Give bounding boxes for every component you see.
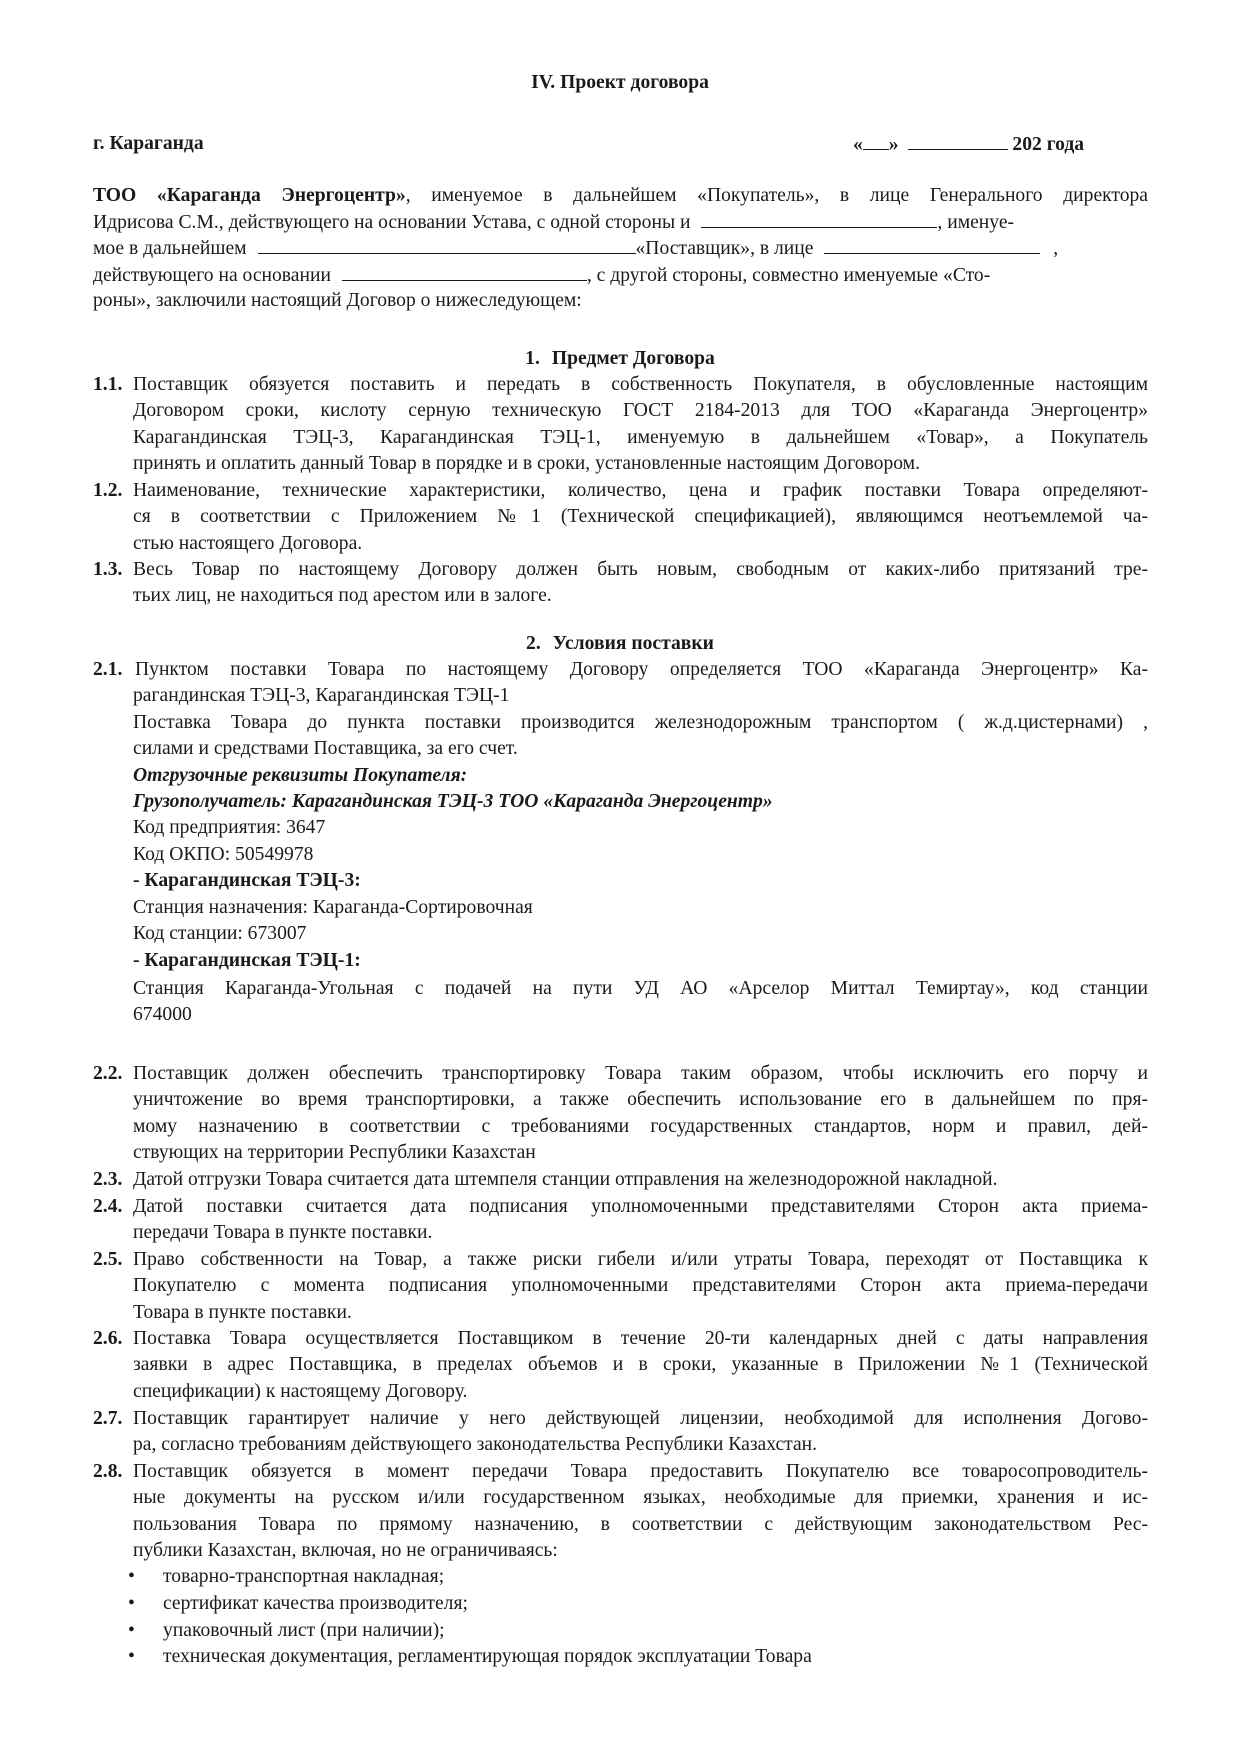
date-year: 202 года bbox=[1012, 134, 1085, 155]
clause-line: мому назначению в соответствии с требованиями государственных стандартов, норм и правил, дей- bbox=[133, 1115, 1148, 1137]
city-label: г. Караганда bbox=[93, 133, 204, 154]
list-item: упаковочный лист (при наличии); bbox=[163, 1620, 445, 1641]
supplier-rep-blank bbox=[824, 235, 1040, 254]
tec3-station: Станция назначения: Караганда-Сортировочная bbox=[133, 897, 533, 918]
section-2-heading: Условия поставки bbox=[552, 633, 714, 654]
preamble-line-2b: , именуе- bbox=[937, 212, 1015, 233]
clause-number: 1.3. bbox=[93, 559, 123, 580]
date-day-blank bbox=[863, 131, 889, 150]
clause-line: Наименование, технические характеристики, количество, цена и график поставки Товара определяют- bbox=[133, 480, 1148, 501]
page-title: IV. Проект договора bbox=[531, 72, 709, 93]
clause-line: Поставка Товара осуществляется Поставщиком в течение 20-ти календарных дней с даты направления bbox=[133, 1328, 1148, 1349]
preamble-line-3 bbox=[93, 235, 1148, 262]
preamble-line-3a: мое в дальнейшем bbox=[93, 238, 247, 259]
preamble-line-2 bbox=[93, 209, 1148, 236]
clause-line: Поставщик обязуется в момент передачи Товара предоставить Покупателю все товаросопроводитель- bbox=[133, 1461, 1148, 1482]
date-open-quote: « bbox=[853, 134, 863, 155]
enterprise-code: Код предприятия: 3647 bbox=[133, 817, 326, 838]
clause-line: тьих лиц, не находиться под арестом или в залоге. bbox=[133, 585, 552, 607]
clause-line: уничтожение во время транспортировки, а также обеспечить использование его в дальнейшем по пря- bbox=[133, 1089, 1148, 1111]
list-item: товарно-транспортная накладная; bbox=[163, 1566, 445, 1587]
clause-number: 2.7. bbox=[93, 1408, 123, 1429]
section-1-number: 1. bbox=[525, 348, 540, 369]
clause-line: Покупателю с момента подписания уполномоченными представителями Сторон акта приема-передачи bbox=[133, 1275, 1148, 1297]
clause-line: ся в соответствии с Приложением №1 (Технической спецификацией), являющимся неотъемлемой ча- bbox=[133, 506, 1148, 528]
clause-number: 1.2. bbox=[93, 480, 123, 501]
clause-number: 2.4. bbox=[93, 1196, 123, 1217]
clause-line: Карагандинская ТЭЦ-3, Карагандинская ТЭЦ-1, именуемую в дальнейшем «Товар», а Покупатель bbox=[133, 426, 1148, 448]
clause-2-1-line-2: рагандинская ТЭЦ-3, Карагандинская ТЭЦ-1 bbox=[133, 685, 510, 706]
clause-line: заявки в адрес Поставщика, в пределах объемов и в сроки, указанные в Приложении №1 (Технической bbox=[133, 1354, 1148, 1376]
consignee: Грузополучатель: Карагандинская ТЭЦ-3 ТОО «Караганда Энергоцентр» bbox=[133, 791, 773, 812]
clause-line: ствующих на территории Республики Казахстан bbox=[133, 1142, 536, 1164]
date-month-blank bbox=[908, 131, 1008, 150]
preamble-line-5: роны», заключили настоящий Договор о нижеследующем: bbox=[93, 290, 582, 311]
clause-line: принять и оплатить данный Товар в порядке и в сроки, установленные настоящим Договором. bbox=[133, 453, 920, 475]
list-item: техническая документация, регламентирующая порядок эксплуатации Товара bbox=[163, 1646, 812, 1667]
clause-line: публики Казахстан, включая, но не ограничиваясь: bbox=[133, 1540, 558, 1562]
clause-number: 1.1. bbox=[93, 374, 123, 395]
section-1-heading: Предмет Договора bbox=[551, 348, 715, 369]
bullet-icon: • bbox=[128, 1646, 135, 1667]
clause-2-1-line-1: Пунктом поставки Товара по настоящему Договору определяется ТОО «Караганда Энергоцентр» Ка- bbox=[135, 659, 1148, 680]
clause-2-1-line-4: силами и средствами Поставщика, за его счет. bbox=[133, 738, 518, 759]
clause-line: Поставщик гарантирует наличие у него действующей лицензии, необходимой для исполнения Догово- bbox=[133, 1408, 1148, 1429]
clause-line: Поставщик обязуется поставить и передать в собственность Покупателя, в обусловленные настоящим bbox=[133, 374, 1148, 395]
preamble-line-1 bbox=[93, 183, 1148, 209]
tec1-station: Станция Караганда-Угольная с подачей на пути УД АО «Арселор Миттал Темиртау», код станции bbox=[133, 978, 1148, 999]
clause-line: спецификации) к настоящему Договору. bbox=[133, 1380, 468, 1402]
clause-line: пользования Товара по прямому назначению, в соответствии с действующим законодательством Рес- bbox=[133, 1513, 1148, 1535]
clause-line: Право собственности на Товар, а также риски гибели и/или утраты Товара, переходят от Поставщика к bbox=[133, 1249, 1148, 1270]
okpo-code: Код ОКПО: 50549978 bbox=[133, 844, 314, 865]
preamble-line-4a: действующего на основании bbox=[93, 265, 331, 286]
clause-line: Товара в пункте поставки. bbox=[133, 1301, 352, 1323]
clause-number: 2.5. bbox=[93, 1249, 123, 1270]
buyer-company-name: ТОО «Караганда Энергоцентр» bbox=[93, 185, 406, 206]
clause-2-1-line-3: Поставка Товара до пункта поставки производится железнодорожным транспортом ( ж.д.цистернами) , bbox=[133, 712, 1148, 733]
list-item: сертификат качества производителя; bbox=[163, 1593, 468, 1614]
clause-number: 2.2. bbox=[93, 1063, 123, 1084]
tec1-title: - Карагандинская ТЭЦ-1: bbox=[133, 950, 361, 971]
preamble-line-1-text: , именуемое в дальнейшем «Покупатель», в лице Генерального директора bbox=[405, 185, 1148, 206]
preamble-line-2a: Идрисова С.М., действующего на основании Устава, с одной стороны и bbox=[93, 212, 691, 233]
preamble-line-3b: «Поставщик», в лице bbox=[635, 238, 814, 259]
clause-number: 2.6. bbox=[93, 1328, 123, 1349]
clause-line: стью настоящего Договора. bbox=[133, 532, 363, 554]
clause-number: 2.1. bbox=[93, 659, 123, 680]
clause-number: 2.3. bbox=[93, 1169, 123, 1190]
clause-line: Договором сроки, кислоту серную техническую ГОСТ 2184-2013 для ТОО «Караганда Энергоцентр» bbox=[133, 400, 1148, 422]
supplier-name-blank-2 bbox=[258, 235, 636, 254]
clause-number: 2.8. bbox=[93, 1461, 123, 1482]
clause-line: ра, согласно требованиям действующего законодательства Республики Казахстан. bbox=[133, 1434, 818, 1456]
bullet-icon: • bbox=[128, 1593, 135, 1614]
section-2-number: 2. bbox=[526, 633, 541, 654]
clause-line: Датой отгрузки Товара считается дата штемпеля станции отправления на железнодорожной накладной. bbox=[133, 1169, 998, 1190]
tec3-title: - Карагандинская ТЭЦ-3: bbox=[133, 870, 361, 891]
tec1-station-code: 674000 bbox=[133, 1004, 192, 1025]
clause-line: Датой поставки считается дата подписания уполномоченными представителями Сторон акта приема- bbox=[133, 1196, 1148, 1217]
clause-line: Поставщик должен обеспечить транспортировку Товара таким образом, чтобы исключить его порчу и bbox=[133, 1063, 1148, 1084]
bullet-icon: • bbox=[128, 1620, 135, 1641]
clause-line: ные документы на русском и/или государственном языках, необходимые для приемки, хранения и ис- bbox=[133, 1487, 1148, 1509]
preamble-line-4b: , с другой стороны, совместно именуемые «Сто- bbox=[586, 265, 991, 286]
clause-line: Весь Товар по настоящему Договору должен быть новым, свободным от каких-либо притязаний тре- bbox=[133, 559, 1148, 580]
contract-date bbox=[853, 131, 1084, 158]
supplier-name-blank-1 bbox=[701, 209, 937, 228]
date-close-quote: » bbox=[888, 134, 899, 155]
clause-line: передачи Товара в пункте поставки. bbox=[133, 1222, 433, 1244]
section-1-title bbox=[0, 346, 1240, 372]
preamble-line-4 bbox=[93, 262, 1148, 289]
shipping-requisites-title: Отгрузочные реквизиты Покупателя: bbox=[133, 765, 468, 786]
bullet-icon: • bbox=[128, 1566, 135, 1587]
tec3-station-code: Код станции: 673007 bbox=[133, 923, 307, 944]
section-2-title bbox=[0, 631, 1240, 657]
supplier-basis-blank bbox=[342, 262, 587, 281]
preamble-line-3c: , bbox=[1053, 238, 1059, 259]
